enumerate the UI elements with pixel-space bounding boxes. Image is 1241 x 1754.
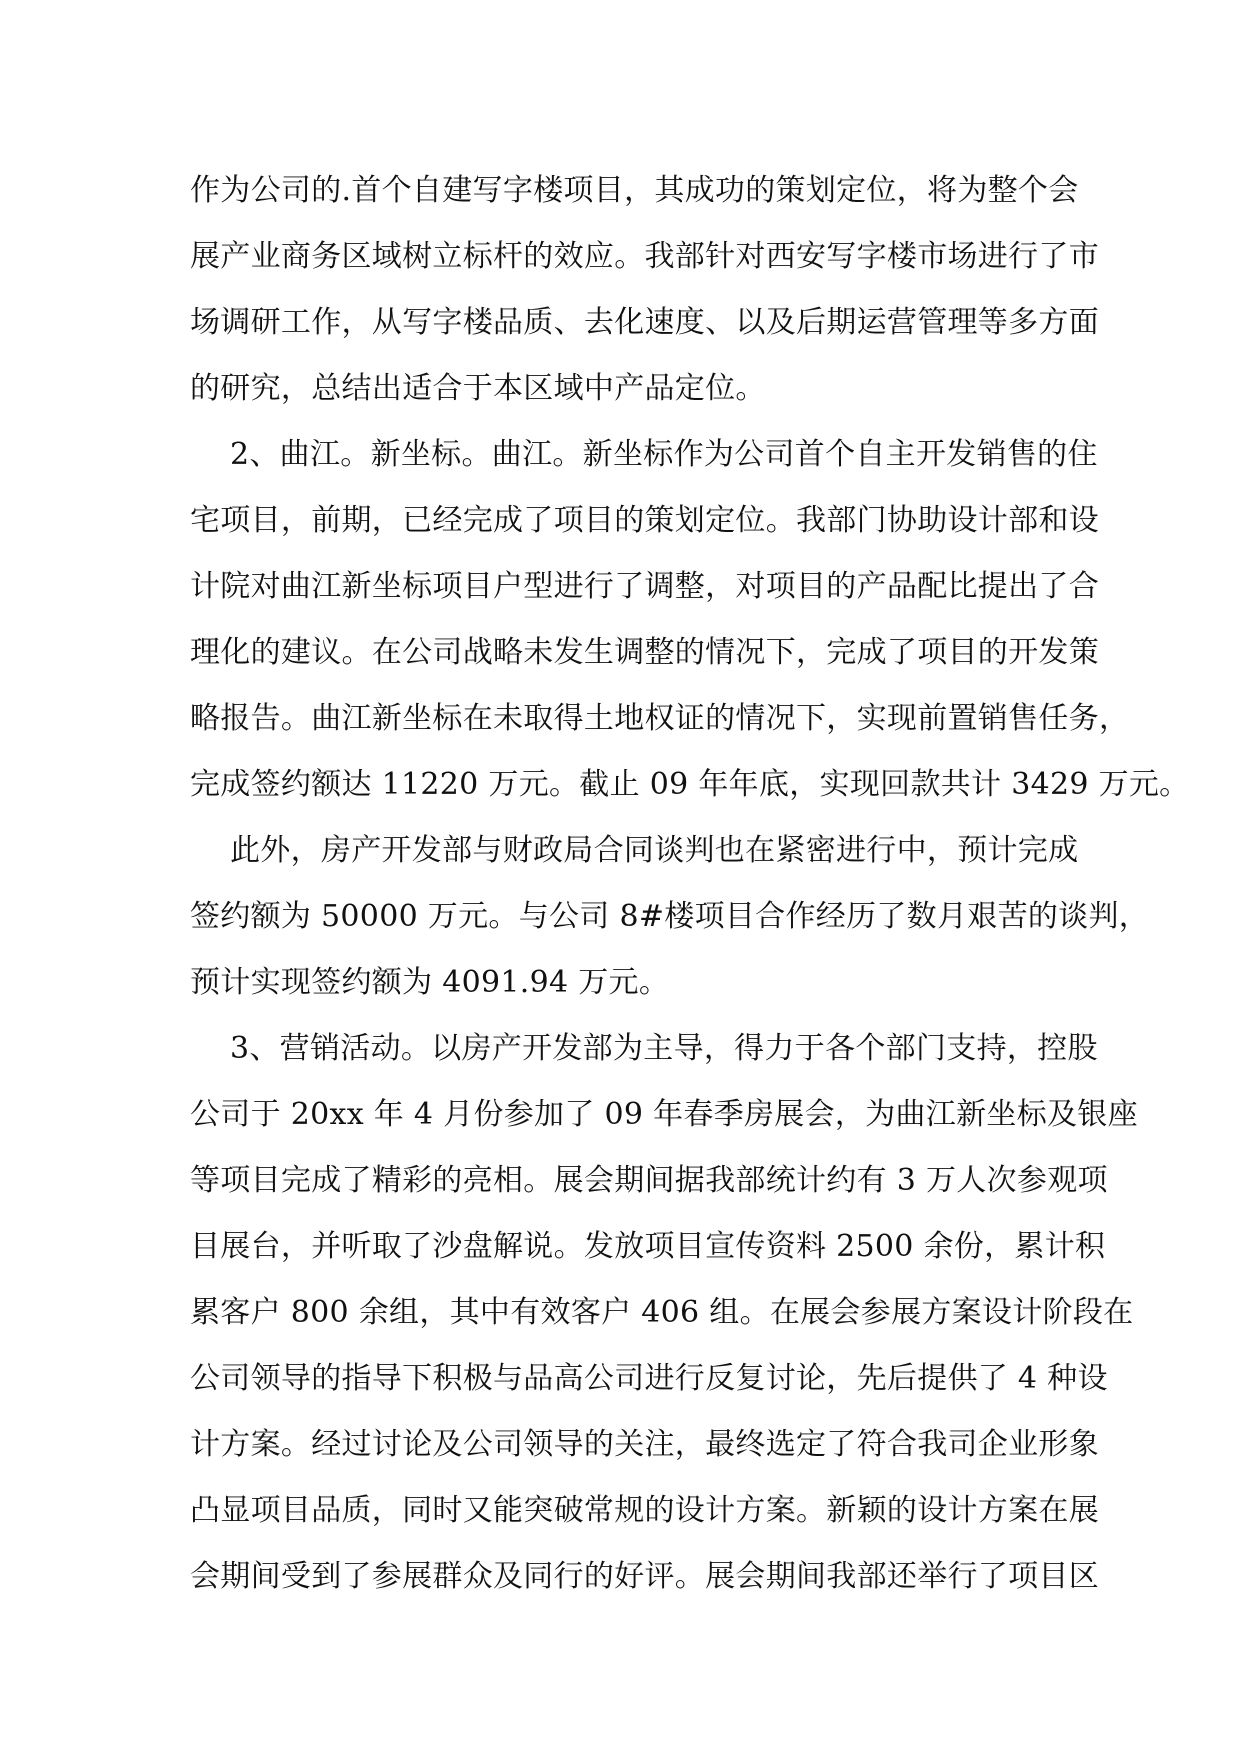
text-line: 略报告。曲江新坐标在未取得土地权证的情况下，实现前置销售任务， bbox=[190, 701, 1130, 736]
text-line: 目展台，并听取了沙盘解说。发放项目宣传资料 2500 余份，累计积 bbox=[190, 1229, 1106, 1264]
text-line: 完成签约额达 11220 万元。截止 09 年年底，实现回款共计 3429 万元。 bbox=[190, 767, 1190, 802]
text-line: 宅项目，前期，已经完成了项目的策划定位。我部门协助设计部和设 bbox=[190, 503, 1099, 538]
text-line: 的研究，总结出适合于本区域中产品定位。 bbox=[190, 371, 766, 406]
text-line: 计方案。经过讨论及公司领导的关注，最终选定了符合我司企业形象 bbox=[190, 1427, 1099, 1462]
text-line: 展产业商务区域树立标杆的效应。我部针对西安写字楼市场进行了市 bbox=[190, 239, 1099, 274]
text-line: 凸显项目品质，同时又能突破常规的设计方案。新颖的设计方案在展 bbox=[190, 1493, 1099, 1528]
body-text bbox=[190, 158, 1190, 1610]
text-line: 签约额为 50000 万元。与公司 8#楼项目合作经历了数月艰苦的谈判， bbox=[190, 899, 1150, 934]
text-line: 会期间受到了参展群众及同行的好评。展会期间我部还举行了项目区 bbox=[190, 1559, 1099, 1594]
text-line: 3、营销活动。以房产开发部为主导，得力于各个部门支持，控股 bbox=[230, 1031, 1098, 1066]
text-line: 公司于 20xx 年 4 月份参加了 09 年春季房展会，为曲江新坐标及银座 bbox=[190, 1097, 1138, 1132]
text-line: 等项目完成了精彩的亮相。展会期间据我部统计约有 3 万人次参观项 bbox=[190, 1163, 1108, 1198]
text-line: 计院对曲江新坐标项目户型进行了调整，对项目的产品配比提出了合 bbox=[190, 569, 1099, 604]
text-line: 公司领导的指导下积极与品高公司进行反复讨论，先后提供了 4 种设 bbox=[190, 1361, 1108, 1396]
text-line: 累客户 800 余组，其中有效客户 406 组。在展会参展方案设计阶段在 bbox=[190, 1295, 1134, 1330]
text-line: 此外，房产开发部与财政局合同谈判也在紧密进行中，预计完成 bbox=[230, 833, 1079, 868]
text-line: 理化的建议。在公司战略未发生调整的情况下，完成了项目的开发策 bbox=[190, 635, 1099, 670]
text-line: 2、曲江。新坐标。曲江。新坐标作为公司首个自主开发销售的住 bbox=[230, 437, 1098, 472]
text-line: 场调研工作，从写字楼品质、去化速度、以及后期运营管理等多方面 bbox=[190, 305, 1099, 340]
text-line: 预计实现签约额为 4091.94 万元。 bbox=[190, 965, 670, 1000]
text-line: 作为公司的.首个自建写字楼项目，其成功的策划定位，将为整个会 bbox=[190, 173, 1079, 208]
